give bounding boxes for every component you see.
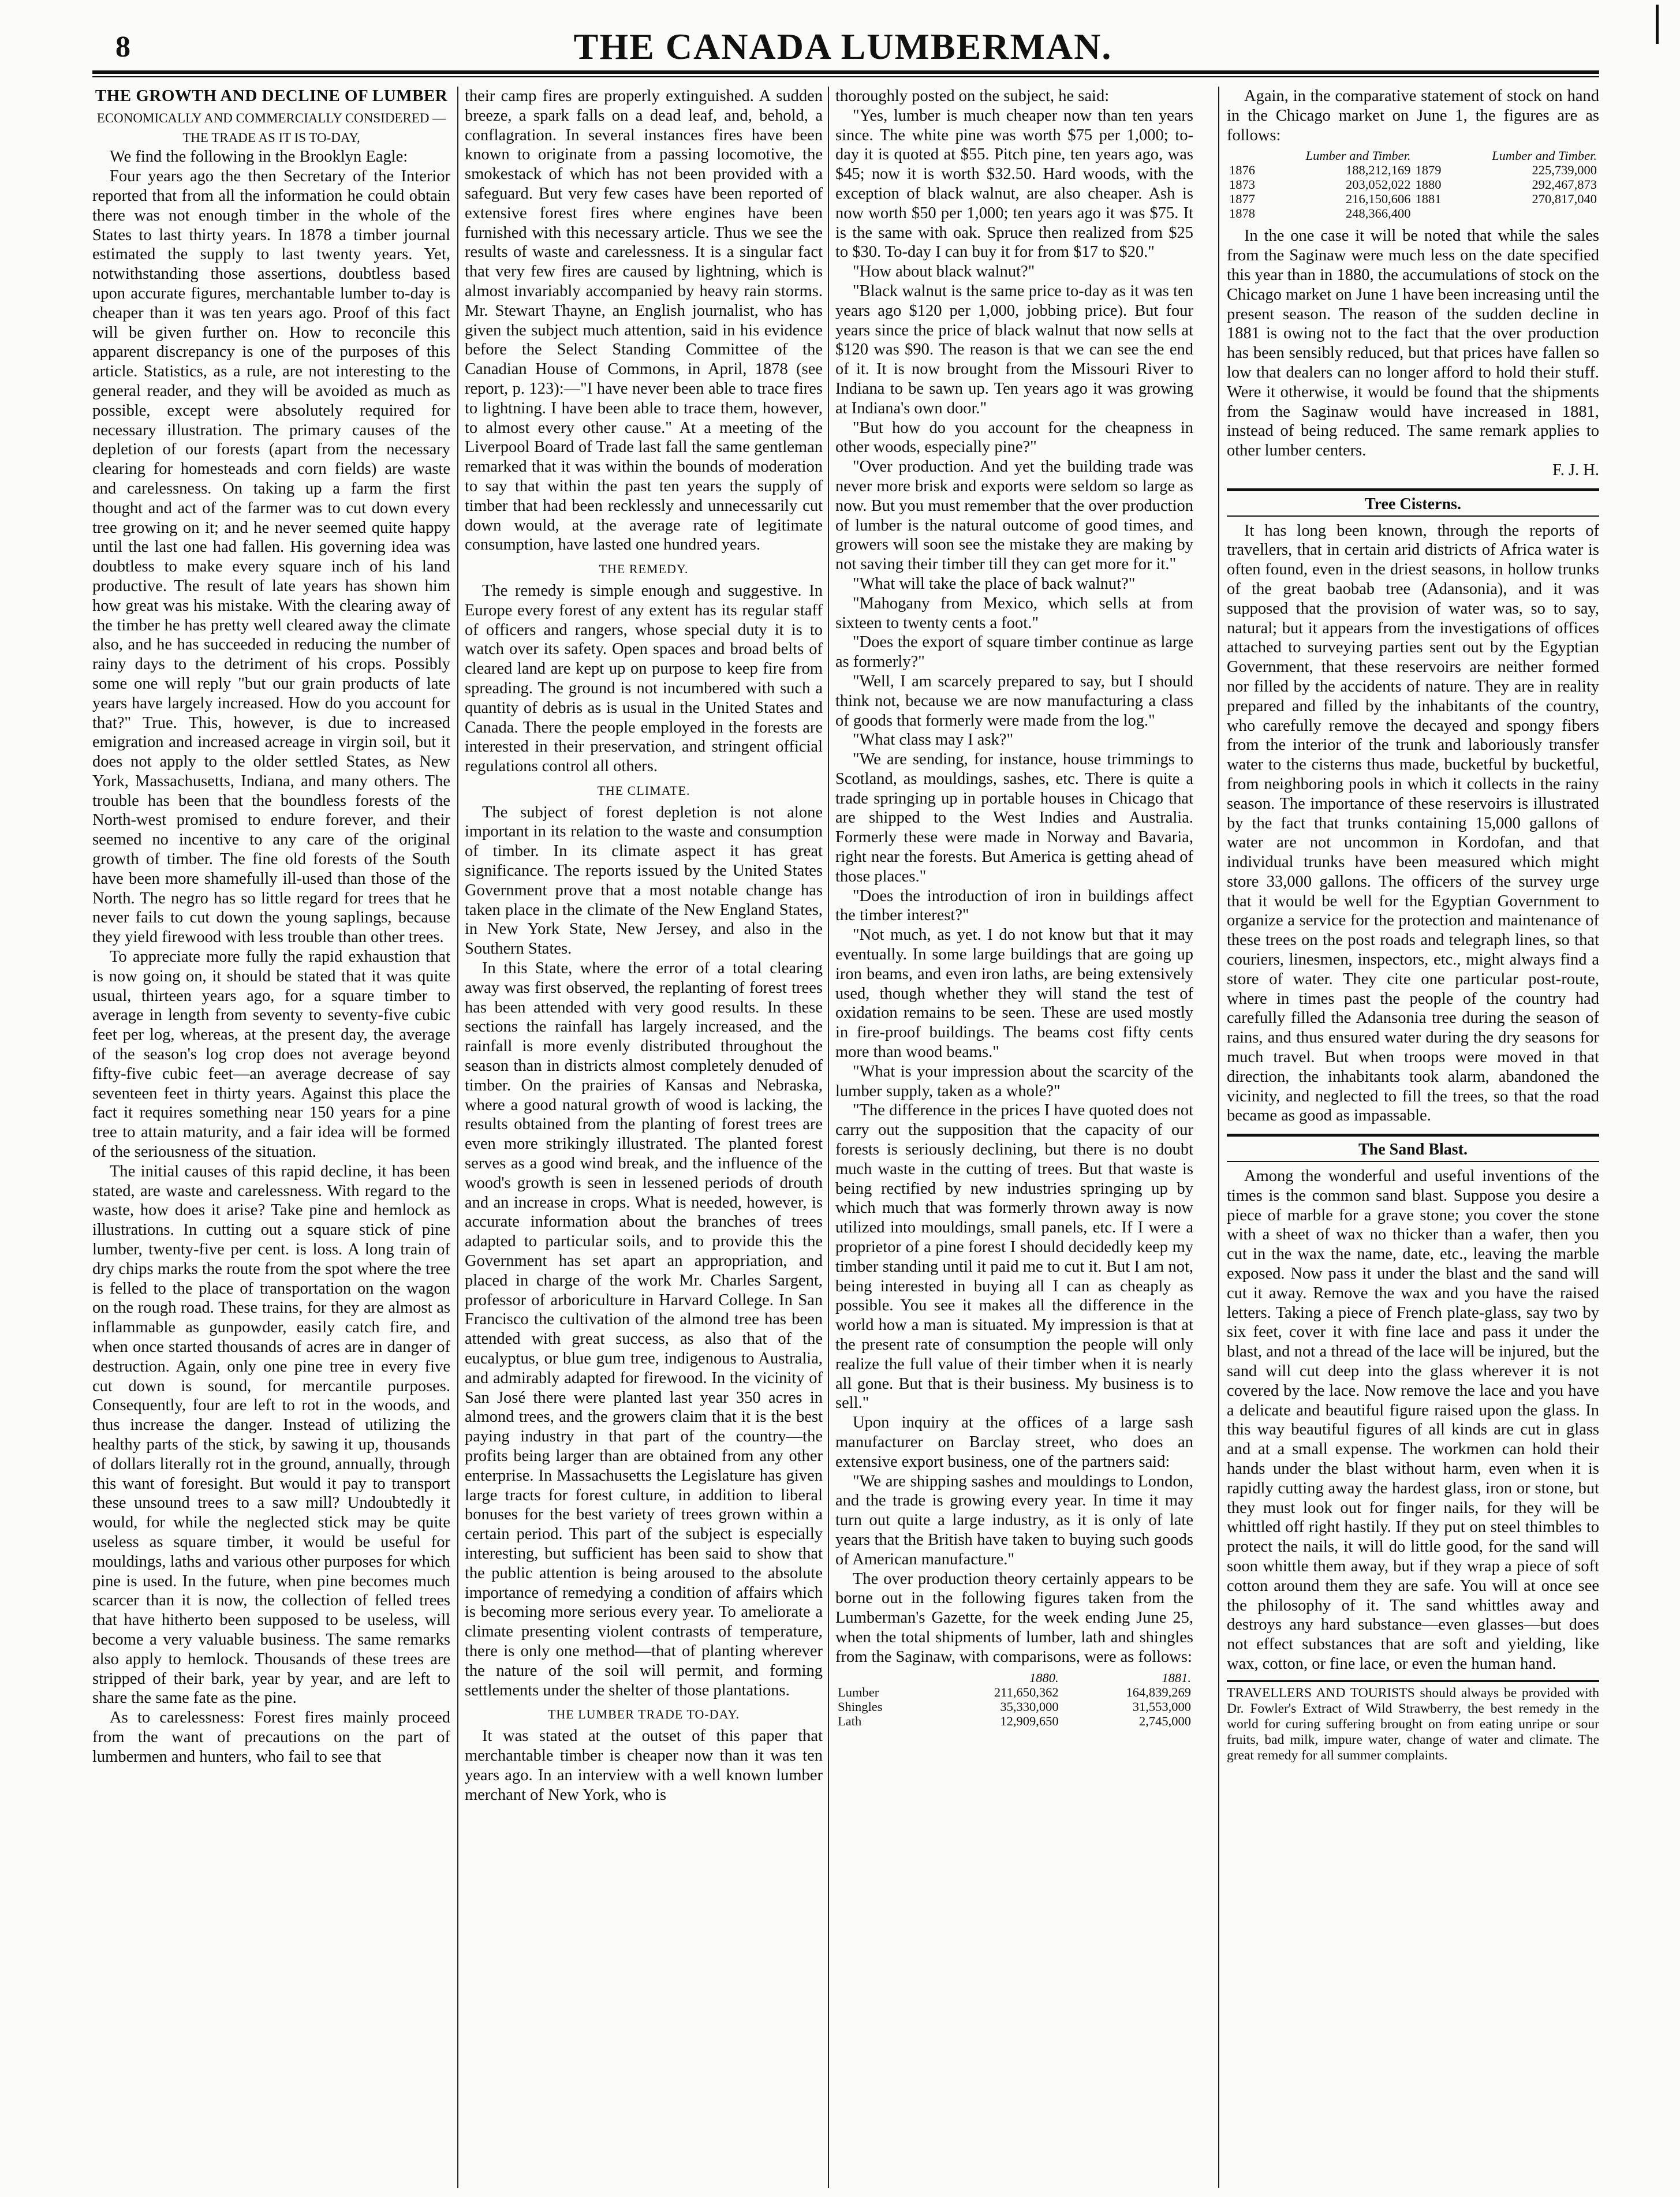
paragraph: "How about black walnut?" [853,263,1035,281]
table-row [1227,192,1599,206]
table-cell: 35,330,000 [1000,1699,1059,1714]
table-row [835,1699,1193,1714]
paragraph: The initial causes of this rapid decline, it has been stated, are waste and carelessness. With regard to the waste, how does it arise? Take pine and hemlock as illustrations. In cutting out a square stick of pine lumber, twenty-five per cent. is loss. A long train of dry chips marks the route from the spot where the tree is felled to the place of transportation on the wagon on the rough road. These trains, for they are almost as inflammable as gunpowder, easily catch fire, and when once started thousands of acres are in danger of destruction. Again, only one pine tree in every five cut down is sound, for mercantile purposes. Consequently, four are left to rot in the woods, and thus increase the danger. Instead of utilizing the healthy parts of the stick, by sawing it up, thousands of dollars literally rot in the ground, annually, through this want of foresight. But would it pay to transport these unsound trees to a saw mill? Undoubtedly it would, for while the neglected stick may be quite useless as square timber, it would be useful for mouldings, laths and various other purposes for which pine is used. In the future, when pine becomes much scarcer than it is now, the collection of felled trees that have hitherto been supposed to be useless, will become a very valuable business. The same remarks also apply to hemlock. Thousands of these trees are stripped of their bark, year by year, and are left to share the same fate as the pine. [92,1162,450,1707]
paragraph: It was stated at the outset of this paper that merchantable timber is cheaper now than it was ten years ago. In an interview with a well known lumber merchant of New York, who is [465,1727,823,1804]
table-row [1227,163,1599,177]
table-cell: 188,212,169 [1345,163,1411,178]
article-headline: THE GROWTH AND DECLINE OF LUMBER [95,87,448,105]
paragraph: Among the wonderful and useful inventions of the times is the common sand blast. Suppose you desire a piece of marble for a grave stone; you cover the stone with a sheet of wax no thicker than a wafer, then you cut in the wax the name, date, etc., leaving the marble exposed. Now pass it under the blast and the sand will cut it away. Remove the wax and you have the raised letters. Taking a piece of French plate-glass, say two by six feet, cover it with fine lace and pass it under the blast, and not a thread of the lace will be injured, but the sand will cut deep into the glass wherever it is not covered by the lace. Now remove the lace and you have a delicate and beautiful figure raised upon the glass. In this way beautiful figures of all kinds are cut in glass and at a small expense. The workmen can hold their hands under the blast without harm, even when it is rapidly cutting away the hardest glass, iron or stone, but they must look out for finger nails, for they will be whittled off right hastily. If they put on steel thimbles to protect the nails, it will do little good, for the sand will soon whittle them away, but if they wrap a piece of soft cotton around them they are safe. You will at once see the philosophy of it. The sand whittles away and destroys any hard substance—even glasses—but does not effect substances that are soft and yielding, like wax, cotton, or fine lace, or even the human hand. [1227,1167,1599,1673]
page-number: 8 [115,31,130,63]
paragraph: "Does the introduction of iron in buildings affect the timber interest?" [835,887,1193,925]
masthead-rule-thin [92,76,1599,77]
column-1 [92,87,450,1767]
masthead [92,17,1593,72]
table-row [835,1714,1193,1728]
page-edge-mark [1656,5,1659,44]
paragraph: The subject of forest depletion is not alone important in its relation to the waste and consumption of timber. In its climate aspect it has great significance. The reports issued by the United States Government prove that a most notable change has taken place in the climate of the New England States, in New York State, New Jersey, and also in the Southern States. [465,803,823,958]
table-cell: Shingles [838,1699,883,1714]
paragraph: Four years ago the then Secretary of the Interior reported that from all the information he could obtain there was not enough timber in the whole of the States to last thirty years. In 1878 a timber journal estimated the supply to last twenty years. Yet, notwithstanding those assertions, doubtless based upon accurate figures, merchantable lumber to-day is cheaper than it was ten years ago. Proof of this fact will be given further on. How to reconcile this apparent discrepancy is one of the purposes of this article. Statistics, as a rule, are not interesting to the general reader, and they will be avoided as much as possible, except were absolutely required for necessary illustration. The primary causes of the depletion of our forests (apart from the necessary clearing for homesteads and corn fields) are waste and carelessness. On taking up a farm the first thought and act of the farmer was to cut down every tree growing on it; and he never seemed quite happy until the last one had fallen. His governing idea was doubtless to make every square inch of his land productive. The result of late years has shown him how great was his mistake. With the clearing away of the timber he has pretty well cleared away the climate also, and he has succeeded in reducing the number of rainy days to the detriment of his crops. Possibly some one will reply "but our grain products of late years have largely increased. How do you account for that?" True. This, however, is due to increased emigration and increased acreage in virgin soil, but it does not apply to the older settled States, as New York, Massachusetts, Indiana, and many others. The trouble has been that the boundless forests of the North-west promised to endure forever, and their seemed no incentive to any care of the original growth of timber. The fine old forests of the South have been more shamefully ill-used than those of the North. The negro has so little regard for trees that he never fails to cut down the young saplings, because they yield firewood with less trouble than other trees. [92,167,450,947]
table-row [835,1685,1193,1699]
sand-blast-headline: The Sand Blast. [1227,1134,1599,1162]
paragraph: In this State, where the error of a total clearing away was first observed, the replanting of forest trees has been attended with very good results. In these sections the rainfall has largely increased, and the rainfall is more evenly distributed throughout the season than in districts almost completely denuded of timber. On the prairies of Kansas and Nebraska, where a good natural growth of wood is lacking, the results obtained from the planting of forest trees are even more strikingly illustrated. The planted forest serves as a good wind break, and the influence of the wood's growth is seen in lessened periods of drouth and an increase in crops. What is needed, however, is accurate information about the branches of trees adapted to particular soils, and to provide this the Government has set apart an appropriation, and placed in charge of the work Mr. Charles Sargent, professor of arboriculture in Harvard College. In San Francisco the cultivation of the almond tree has been attended with great success, as also that of the eucalyptus, or blue gum tree, indigenous to Australia, and admirably adapted for firewood. In the vicinity of San José there were planted last year 350 acres in almond trees, and the growers claim that it is the best paying industry in that part of the country—the profits being larger than are obtained from any other enterprise. In Massachusetts the Legislature has given large tracts for forest culture, in addition to liberal bonuses for the best variety of trees grown within a certain period. This part of the subject is especially interesting, but sufficient has been said to show that the public attention is being aroused to the absolute importance of remedying a condition of affairs which is becoming more serious every year. To ameliorate a climate presenting violent contrasts of temperature, there is only one method—that of planting wherever the nature of the soil will permit, and forming settlements under the shelter of those plantations. [465,959,823,1699]
paragraph: "But how do you account for the cheapness in other woods, especially pine?" [835,419,1193,457]
paragraph: The remedy is simple enough and suggestive. In Europe every forest of any extent has its regular staff of officers and rangers, whose special duty it is to watch over its safety. Open spaces and broad belts of cleared land are kept up on purpose to keep fire from spreading. The ground is not incumbered with such a quantity of debris as is usual in the United States and Canada. There the people employed in the forests are interested in their preservation, and stringent official regulations control all others. [465,581,823,776]
table-cell: 270,817,040 [1532,192,1597,207]
table-header [835,1671,929,1685]
paragraph: It has long been known, through the reports of travellers, that in certain arid districts of Africa water is often found, even in the driest seasons, in hollow trunks of the great baobab tree (Adansonia), and it was supposed that the provision of water was, so to say, natural; but it appears from the investigations of offices attached to surveying parties sent out by the Egyptian Government, that these reservoirs are neither formed nor filled by the accidents of nature. They are in reality prepared and filled by the inhabitants of the country, who carefully remove the decayed and spongy fibers from the interior of the trunk and laboriously transfer water to the cisterns thus made, bucketful by bucketful, from neighboring pools in which it collects in the rainy season. The importance of these reservoirs is illustrated by the fact that trunks containing 15,000 gallons of water are not uncommon in Kordofan, and that individual trunks have been measured which might store 33,000 gallons. The officers of the survey urge that it would be well for the Egyptian Government to organize a service for the protection and maintenance of these trees on the post roads and telegraph lines, so that couriers, linesmen, inspectors, etc., might always find a store of water. They cite one particular post-route, where in times past the people of the country had carefully filled the Adansonia tree during the season of rains, and thus ensured water during the dry seasons for much travel. But when troops were moved in that direction, the inhabitants took alarm, abandoned the vicinity, and neglected to fill the trees, so that the road became as good as impassable. [1227,521,1599,1125]
table-cell: 1878 [1229,206,1255,221]
column-rule [457,87,458,2188]
section-heading-climate: THE CLIMATE. [597,783,690,798]
table-cell: 216,150,606 [1345,192,1411,207]
table-cell: 164,839,269 [1126,1684,1191,1699]
column-4 [1227,87,1599,1763]
paragraph: Upon inquiry at the offices of a large sash manufacturer on Barclay street, who does an extensive export business, one of the partners said: [835,1414,1193,1471]
column-3 [835,87,1193,1734]
paper-title: THE CANADA LUMBERMAN. [573,26,1112,67]
paragraph: "What class may I ask?" [853,731,1014,749]
table-header: Lumber and Timber. [1305,148,1411,163]
paragraph: "Does the export of square timber continue as large as formerly?" [835,633,1193,671]
table-cell: 31,553,000 [1132,1699,1191,1714]
table-cell: 203,052,022 [1345,177,1411,192]
paragraph: "What will take the place of back walnut?" [853,574,1136,593]
table-header: 1881. [1162,1670,1191,1685]
table-cell: 225,739,000 [1532,163,1597,178]
paragraph: "We are sending, for instance, house trimmings to Scotland, as mouldings, sashes, etc. There is quite a trade springing up in portable houses in Chicago that are shipped to the West Indies and Australia. Formerly these were made in Norway and Bavaria, right near the forests. But America is getting ahead of those places." [835,750,1193,885]
table-cell [1413,206,1453,221]
table-header [1227,148,1267,163]
article-subhead: ECONOMICALLY AND COMMERCIALLY CONSIDERED —THE TRADE AS IT IS TO-DAY, [96,110,446,145]
paragraph: We find the following in the Brooklyn Eagle: [110,148,408,166]
table-cell: 1876 [1229,163,1255,178]
paragraph: thoroughly posted on the subject, he said: [835,87,1110,105]
table-cell: 1881 [1415,192,1442,207]
table-cell: 1873 [1229,177,1255,192]
column-rule [1218,87,1219,2188]
table-cell: 248,366,400 [1345,206,1411,221]
table-cell: 292,467,873 [1532,177,1597,192]
paragraph: To appreciate more fully the rapid exhaustion that is now going on, it should be stated that it was quite usual, thirteen years ago, for a square timber to average in length from seventy to seventy-five cubic feet per log, whereas, at the present day, the average of the season's log crop does not average beyond fifty-five cubic feet—an average decrease of say seventeen feet in thirty years. Against this place the fact it requires something near 150 years for a pine tree to attain maturity, and a fair idea will be formed of the seriousness of the situation. [92,948,450,1161]
paragraph: "We are shipping sashes and mouldings to London, and the trade is growing every year. In time it may turn out quite a large industry, as it is only of late years that the British have taken to buying such goods of American manufacture." [835,1472,1193,1568]
author-signature: F. J. H. [1552,461,1599,479]
paragraph: "What is your impression about the scarcity of the lumber supply, taken as a whole?" [835,1062,1193,1100]
paragraph: "Well, I am scarcely prepared to say, but I should think not, because we are now manufacturing a class of goods that formerly were made from the log." [835,672,1193,730]
paragraph: "Yes, lumber is much cheaper now than ten years since. The white pine was worth $75 per 1,000; to-day it is quoted at $55. Pitch pine, ten years ago, was $45; now it is worth $32.50. Hard woods, with the exception of black walnut, are also cheaper. Ash is now worth $50 per 1,000; ten years ago it was $75. It is the same with oak. Spruce then realized from $25 to $30. To-day I can buy it for from $17 to $20." [835,106,1193,261]
table-cell: Lumber [838,1684,879,1699]
table-cell: Lath [838,1713,862,1728]
column-rule [828,87,829,2188]
table-header: 1880. [1029,1670,1059,1685]
paragraph: "Mahogany from Mexico, which sells at from sixteen to twenty cents a foot." [835,594,1193,632]
table-row [1227,177,1599,192]
paragraph: Again, in the comparative statement of stock on hand in the Chicago market on June 1, the figures are as follows: [1227,87,1599,144]
advertisement-notice: TRAVELLERS AND TOURISTS should always be provided with Dr. Fowler's Extract of Wild Strawberry, the best remedy in the world for curing suffering brought on from eating unripe or sour fruits, bad milk, impure water, change of water and climate. The great remedy for all summer complaints. [1227,1680,1599,1763]
table-header [1413,148,1453,163]
table-cell: 12,909,650 [1000,1713,1059,1728]
table-cell: 211,650,362 [994,1684,1059,1699]
table-cell: 2,745,000 [1139,1713,1191,1728]
table-cell [1454,206,1599,221]
paragraph: In the one case it will be noted that while the sales from the Saginaw were much less on the date specified this year than in 1880, the accumulations of stock on the Chicago market on June 1 have been increasing until the present season. The reason of the sudden decline in 1881 is owing not to the fact that the over production has been sensibly reduced, but that prices have fallen so low that dealers can no longer afford to hold their stuff. Were it otherwise, it would be found that the shipments from the Saginaw would have increased in 1881, instead of being reduced. The same remark applies to other lumber centers. [1227,227,1600,460]
paragraph: their camp fires are properly extinguished. A sudden breeze, a spark falls on a dead leaf, and, behold, a conflagration. In several instances fires have been known to originate from a passing locomotive, the smokestack of which has not been provided with a safeguard. But very few cases have been reported of extensive forest fires where engines have been furnished with this necessary article. Thus we see the results of waste and carelessness. It is a singular fact that very few fires are caused by lightning, which is almost invariably accompanied by heavy rain storms. Mr. Stewart Thayne, an English journalist, who has given the subject much attention, said in his evidence before the Select Standing Committee of the Canadian House of Commons, in April, 1878 (see report, p. 123):—"I have never been able to trace fires to lightning. I have been able to trace them, however, to almost every other cause." At a meeting of the Liverpool Board of Trade last fall the same gentleman remarked that it was within the bounds of moderation to say that within the past ten years the supply of timber that had been recklessly and unnecessarily cut down would, at the average rate of legitimate consumption, have lasted one hundred years. [465,87,823,554]
table-cell: 1880 [1415,177,1442,192]
table-header: Lumber and Timber. [1492,148,1597,163]
section-heading-trade: THE LUMBER TRADE TO-DAY. [547,1707,740,1722]
paragraph: "Black walnut is the same price to-day as it was ten years ago $120 per 1,000, jobbing price). But four years since the price of black walnut that now sells at $120 was $90. The reason is that we can see the end of it. It is now brought from the Missouri River to Indiana to be sawn up. Ten years ago it was growing at Indiana's own door." [835,282,1193,417]
paragraph: "The difference in the prices I have quoted does not carry out the supposition that the capacity of our forests is seriously declining, but there is no doubt much waste in the cutting of trees. But that waste is being rectified by new industries springing up by which much that was formerly thrown away is now utilized into mouldings, small panels, etc. If I were a proprietor of a pine forest I should decidedly keep my timber standing until it paid me to cut it. But I am not, being interested in buying all I can as cheaply as possible. You see it makes all the difference in the world how a man is situated. My impression is that at the present rate of consumption the people will only realize the full value of their timber when it is nearly all gone. But that is their business. My business is to sell." [835,1101,1193,1413]
tree-cisterns-headline: Tree Cisterns. [1227,488,1599,517]
table-row [1227,206,1599,221]
table-cell: 1877 [1229,192,1255,207]
paragraph: "Over production. And yet the building trade was never more brisk and exports were seldom so large as now. But you must remember that the over production of lumber is the natural outcome of good times, and growers will soon see the mistake they are making by not saving their timber till they can get more for it." [835,458,1193,574]
saginaw-shipments-table [835,1671,1193,1728]
masthead-rule [92,70,1599,74]
paragraph: As to carelessness: Forest fires mainly proceed from the want of precautions on the part of lumbermen and hunters, who fail to see that [92,1709,450,1766]
column-2 [465,87,823,1804]
section-heading-remedy: THE REMEDY. [599,562,689,577]
paragraph: The over production theory certainly appears to be borne out in the following figures taken from the Lumberman's Gazette, for the week ending June 25, when the total shipments of lumber, lath and shingles from the Saginaw, with comparisons, were as follows: [835,1570,1193,1666]
chicago-stock-table [1227,148,1599,221]
paragraph: "Not much, as yet. I do not know but that it may eventually. In some large buildings that are going up iron beams, and even iron laths, are being extensively used, though whether they will stand the test of oxidation remains to be seen. These are used mostly in fire-proof buildings. The beams cost fifty cents more than wood beams." [835,926,1193,1062]
table-cell: 1879 [1415,163,1442,178]
